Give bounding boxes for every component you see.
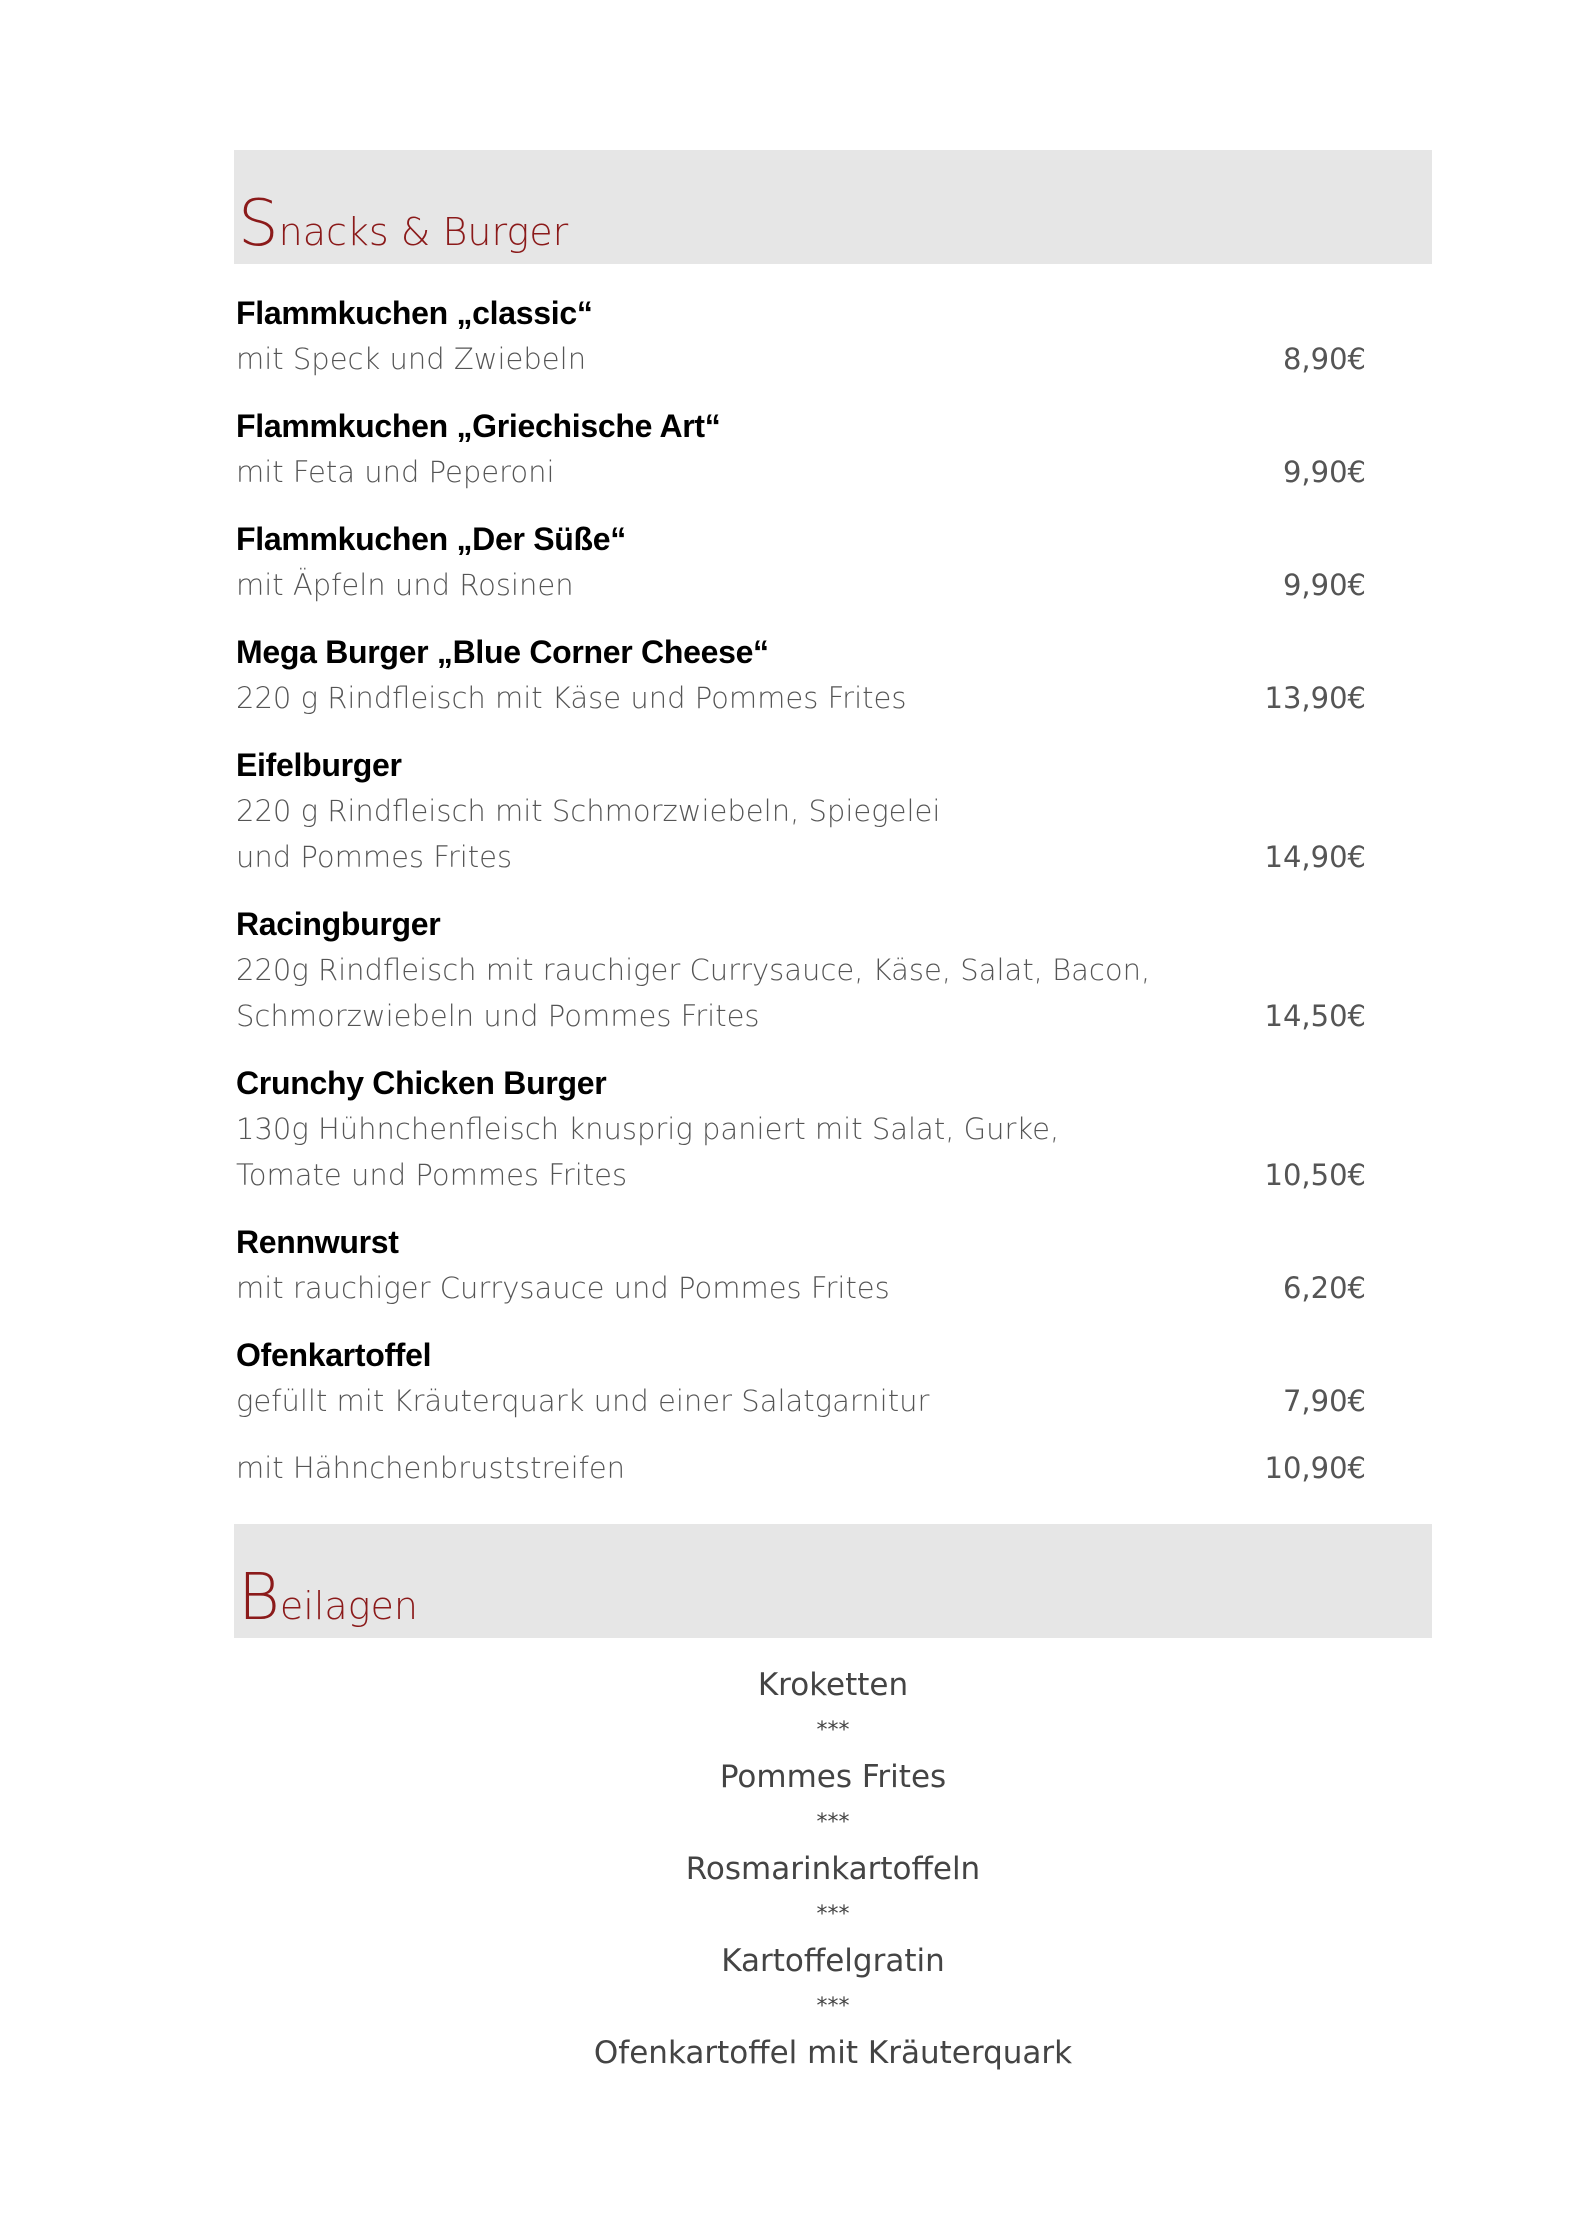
menu-item-desc-row bbox=[236, 947, 1366, 993]
menu-item-desc: mit Speck und Zwiebeln bbox=[236, 342, 587, 376]
menu-item-desc-row bbox=[236, 788, 1366, 834]
menu-item-name: Flammkuchen „Griechische Art“ bbox=[236, 408, 721, 444]
menu-item-desc-row bbox=[236, 1378, 1366, 1424]
menu-item-name: Eifelburger bbox=[236, 747, 402, 783]
menu-item-price: 14,90€ bbox=[1264, 840, 1366, 874]
menu-item-name: Crunchy Chicken Burger bbox=[236, 1065, 607, 1101]
menu-item-desc: und Pommes Frites bbox=[236, 840, 513, 874]
menu-item-desc-row bbox=[236, 675, 1366, 721]
menu-item-desc: 220g Rindfleisch mit rauchiger Currysauce, Käse, Salat, Bacon, bbox=[236, 953, 1151, 987]
menu-item-price: 7,90€ bbox=[1282, 1384, 1366, 1418]
menu-item-name: Mega Burger „Blue Corner Cheese“ bbox=[236, 634, 769, 670]
menu-item-name: Flammkuchen „Der Süße“ bbox=[236, 521, 626, 557]
menu-item-desc: Schmorzwiebeln und Pommes Frites bbox=[236, 999, 760, 1033]
menu-item bbox=[236, 742, 1366, 880]
section-header-snacks bbox=[234, 150, 1432, 264]
menu-item-desc: mit rauchiger Currysauce und Pommes Frites bbox=[236, 1271, 890, 1305]
menu-item-desc: 220 g Rindfleisch mit Käse und Pommes Frites bbox=[236, 681, 907, 715]
separator-stars: *** bbox=[816, 1994, 850, 2019]
beilagen-list bbox=[234, 1662, 1432, 2076]
menu-item bbox=[236, 1219, 1366, 1311]
menu-item-price: 9,90€ bbox=[1282, 568, 1366, 602]
menu-item-price: 8,90€ bbox=[1282, 342, 1366, 376]
menu-item-desc-row bbox=[236, 1265, 1366, 1311]
menu-item bbox=[236, 290, 1366, 382]
section-title-beilagen bbox=[238, 1561, 418, 1635]
menu-item bbox=[236, 1332, 1366, 1424]
separator-stars: *** bbox=[816, 1810, 850, 1835]
menu-item bbox=[236, 629, 1366, 721]
menu-item-desc-row bbox=[236, 993, 1366, 1039]
section-title-snacks bbox=[238, 187, 569, 261]
menu-item-name: Rennwurst bbox=[236, 1224, 399, 1260]
menu-item-desc-row bbox=[236, 336, 1366, 382]
menu-item-price: 9,90€ bbox=[1282, 455, 1366, 489]
menu-item-name: Ofenkartoffel bbox=[236, 1337, 432, 1373]
menu-item-desc: mit Feta und Peperoni bbox=[236, 455, 555, 489]
menu-item-desc: mit Äpfeln und Rosinen bbox=[236, 568, 574, 602]
menu-item-price: 13,90€ bbox=[1264, 681, 1366, 715]
menu-item bbox=[236, 901, 1366, 1039]
section-title-initial: S bbox=[238, 187, 279, 261]
menu-item-price: 10,90€ bbox=[1264, 1451, 1366, 1485]
menu-item-extra-option bbox=[236, 1445, 1366, 1491]
menu-item-desc: gefüllt mit Kräuterquark und einer Salatgarnitur bbox=[236, 1384, 930, 1418]
separator-stars: *** bbox=[816, 1718, 850, 1743]
section-title-rest: nacks & Burger bbox=[278, 210, 569, 254]
menu-item-desc: 130g Hühnchenfleisch knusprig paniert mit Salat, Gurke, bbox=[236, 1112, 1060, 1146]
section-title-rest: eilagen bbox=[279, 1584, 418, 1628]
side-dish-item: Pommes Frites bbox=[719, 1759, 947, 1795]
side-dish-item: Ofenkartoffel mit Kräuterquark bbox=[593, 2035, 1073, 2071]
section-title-initial: B bbox=[238, 1561, 280, 1635]
menu-item bbox=[236, 403, 1366, 495]
menu-item-name: Racingburger bbox=[236, 906, 441, 942]
menu-item-desc-row bbox=[236, 1106, 1366, 1152]
menu-item-price: 6,20€ bbox=[1282, 1271, 1366, 1305]
menu-item-desc-row bbox=[236, 562, 1366, 608]
separator-stars: *** bbox=[816, 1902, 850, 1927]
menu-item-name: Flammkuchen „classic“ bbox=[236, 295, 593, 331]
menu-item-desc: 220 g Rindfleisch mit Schmorzwiebeln, Spiegelei bbox=[236, 794, 941, 828]
menu-item-price: 10,50€ bbox=[1264, 1158, 1366, 1192]
menu-item-desc: Tomate und Pommes Frites bbox=[236, 1158, 628, 1192]
menu-item-price: 14,50€ bbox=[1264, 999, 1366, 1033]
menu-item-desc-row bbox=[236, 834, 1366, 880]
side-dish-item: Kartoffelgratin bbox=[721, 1943, 945, 1979]
menu-item-desc-row bbox=[236, 449, 1366, 495]
menu-item bbox=[236, 1060, 1366, 1198]
section-header-beilagen bbox=[234, 1524, 1432, 1638]
menu-item-desc-row bbox=[236, 1152, 1366, 1198]
menu-item-desc: mit Hähnchenbruststreifen bbox=[236, 1451, 626, 1485]
snacks-menu-list bbox=[236, 290, 1366, 1491]
side-dish-item: Kroketten bbox=[757, 1667, 909, 1703]
menu-item bbox=[236, 516, 1366, 608]
side-dish-item: Rosmarinkartoffeln bbox=[685, 1851, 981, 1887]
